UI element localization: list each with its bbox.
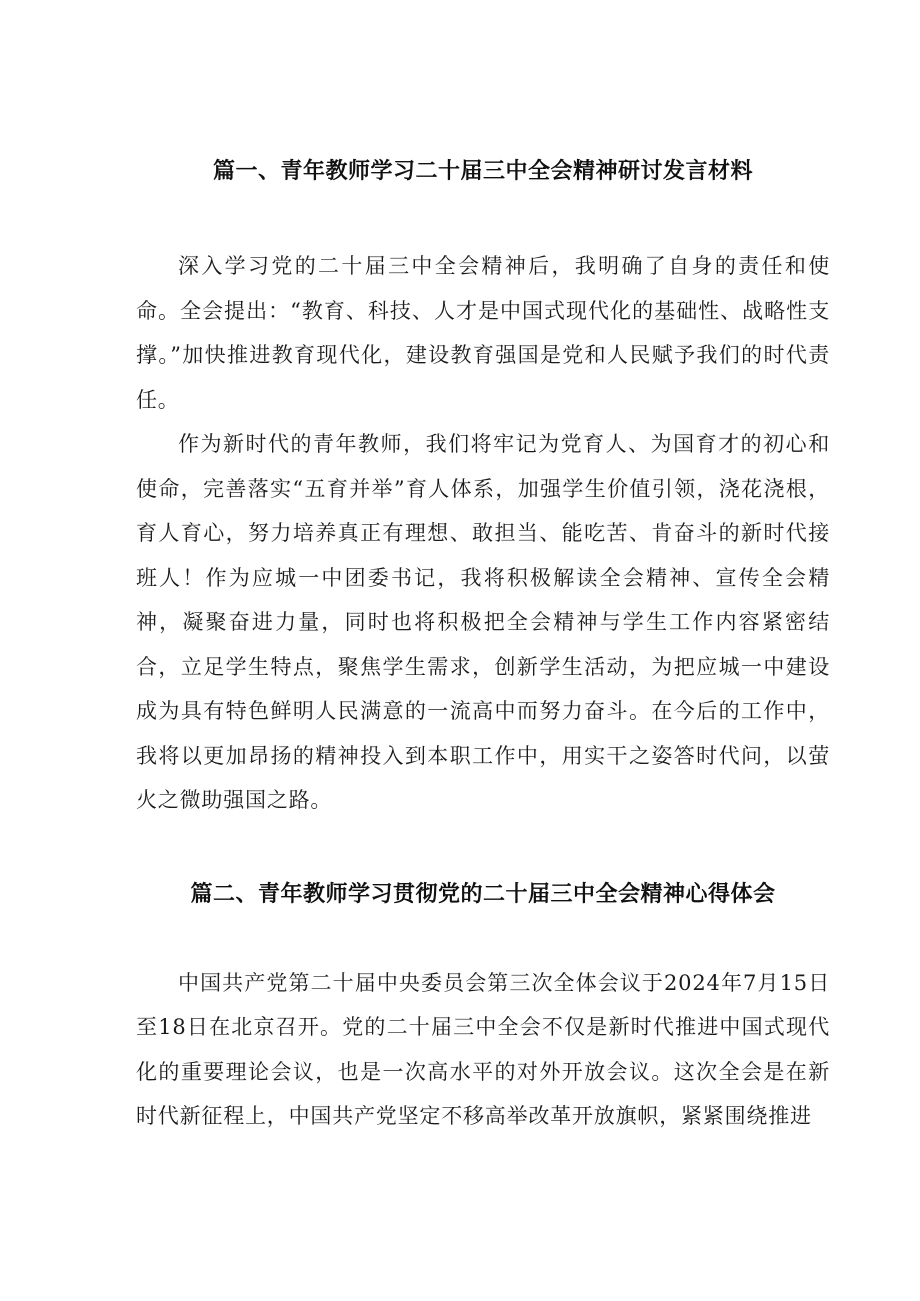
section-2-paragraph: 中国共产党第二十届中央委员会第三次全体会议于2024年7月15日至18日在北京召开。党的二十届三中全会不仅是新时代推进中国式现代化的重要理论会议，也是一次高水平的对外开放会议。这次全会是在新时代新征程上，中国共产党坚定不移高举改革开放旗帜，紧紧围绕推进 [136,970,830,1128]
section-2-heading: 篇二、青年教师学习贯彻党的二十届三中全会精神心得体会 [190,881,776,907]
section-1-heading: 篇一、青年教师学习二十届三中全会精神研讨发言材料 [212,159,753,184]
section-1-paragraph: 作为新时代的青年教师，我们将牢记为党育人、为国育才的初心和使命，完善落实“五育并举”育人体系，加强学生价值引领，浇花浇根，育人育心，努力培养真正有理想、敢担当、能吃苦、肯奋斗的新时代接班人！作为应城一中团委书记，我将积极解读全会精神、宣传全会精神，凝聚奋进力量，同时也将积极把全会精神与学生工作内容紧密结合，立足学生特点，聚焦学生需求，创新学生活动，为把应城一中建设成为具有特色鲜明人民满意的一流高中而努力奋斗。在今后的工作中，我将以更加昂扬的精神投入到本职工作中，用实干之姿答时代问，以萤火之微助强国之路。 [136,432,830,812]
section-1-paragraph: 深入学习党的二十届三中全会精神后，我明确了自身的责任和使命。全会提出：“教育、科技、人才是中国式现代化的基础性、战略性支撑。”加快推进教育现代化，建设教育强国是党和人民赋予我们的时代责任。 [136,254,830,412]
